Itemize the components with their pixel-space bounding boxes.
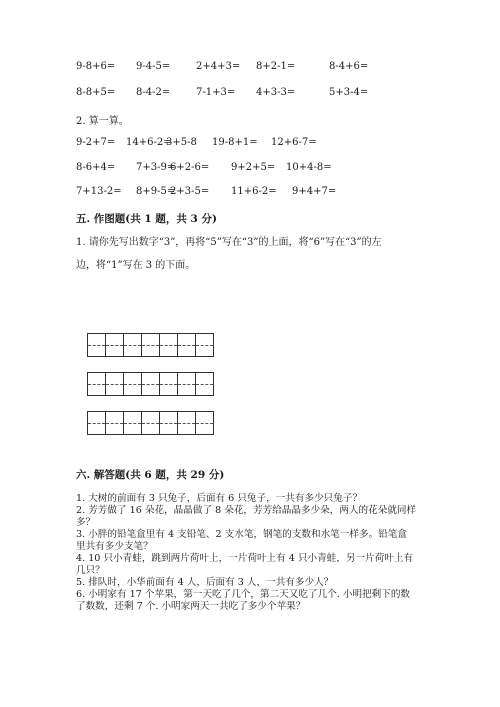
- arith-row-2: [0, 87, 500, 101]
- problem: 10+4-8=: [286, 162, 332, 173]
- problem: 8-4+6=: [329, 61, 369, 72]
- arith-row-1: [0, 61, 500, 75]
- grid-cell: [123, 372, 142, 396]
- problem: 9+2+5=: [231, 162, 276, 173]
- writing-grid-2: [87, 372, 214, 396]
- question-line: 1. 大树的前面有 3 只兔子，后面有 6 只兔子，一共有多少只兔子？: [76, 493, 363, 504]
- arith-row-4: [0, 162, 500, 176]
- grid-cell: [177, 372, 196, 396]
- question-line: 多？: [76, 517, 96, 528]
- problem: 11+6-2=: [231, 186, 277, 197]
- question-line: 6. 小明家有 17 个苹果，第一天吃了几个，第二天又吃了几个. 小明把剩下的数: [76, 589, 411, 600]
- problem: 6+2-6=: [170, 162, 210, 173]
- section-5-title: 五. 作图题(共 1 题，共 3 分): [76, 213, 217, 225]
- grid-cell: [195, 372, 214, 396]
- grid-cell: [87, 333, 106, 357]
- problem: 9-8+6=: [76, 61, 116, 72]
- grid-cell: [159, 411, 178, 435]
- question-line: 5. 排队时，小华前面有 4 人，后面有 3 人，一共有多少人？: [76, 577, 334, 588]
- problem: 8-8+5=: [76, 87, 116, 98]
- grid-cell: [87, 411, 106, 435]
- grid-cell: [141, 372, 160, 396]
- problem: 7-1+3=: [196, 87, 236, 98]
- problem: 19-8+1=: [212, 137, 258, 148]
- question-line: 里共有多少支笔？: [76, 541, 153, 552]
- question-line: 4. 10 只小青蛙，跳到两片荷叶上，一片荷叶上有 4 只小青蛙，另一片荷叶上有: [76, 553, 414, 564]
- problem: 9-2+7=: [76, 137, 116, 148]
- question-line: 3. 小胖的铅笔盒里有 4 支铅笔、2 支水笔，钢笔的支数和水笔一样多。铅笔盒: [76, 529, 407, 540]
- grid-cell: [159, 333, 178, 357]
- problem: 8+9-5=: [136, 186, 176, 197]
- problem: 4+3-3=: [256, 87, 296, 98]
- grid-cell: [195, 411, 214, 435]
- problem: 5+3-4=: [329, 87, 369, 98]
- arith-row-3: [0, 137, 500, 151]
- section-5-question-1: [76, 235, 448, 273]
- problem: 9+4+7=: [292, 186, 337, 197]
- section-6-title: 六. 解答题(共 6 题，共 29 分): [76, 469, 225, 481]
- problem: 8+2-1=: [256, 61, 296, 72]
- grid-cell: [177, 411, 196, 435]
- problem: 8-4-2=: [136, 87, 171, 98]
- grid-cell: [177, 333, 196, 357]
- grid-cell: [105, 333, 124, 357]
- problem: 9-4-5=: [136, 61, 171, 72]
- problem: 2+4+3=: [196, 61, 241, 72]
- grid-cell: [87, 372, 106, 396]
- writing-grid-1: [87, 333, 214, 357]
- question-line: 了数数，还剩 7 个. 小明家两天一共吃了多少个苹果？: [76, 601, 306, 612]
- grid-cell: [141, 411, 160, 435]
- grid-cell: [123, 411, 142, 435]
- section-2-title: 2. 算一算。: [76, 116, 129, 127]
- question-line: 几只？: [76, 565, 105, 576]
- grid-cell: [159, 372, 178, 396]
- problem: 2+3-5=: [170, 186, 210, 197]
- grid-cell: [195, 333, 214, 357]
- question-line: 边，将“1”写在 3 的下面。: [76, 260, 196, 271]
- grid-cell: [123, 333, 142, 357]
- grid-cell: [105, 411, 124, 435]
- arith-row-5: [0, 186, 500, 200]
- problem: 3+5-8: [166, 137, 197, 148]
- question-line: 2. 芳芳做了 16 朵花，晶晶做了 8 朵花，芳芳给晶晶多少朵，两人的花朵就同样: [76, 505, 417, 516]
- writing-grid-3: [87, 411, 214, 435]
- problem: 14+6-2=: [126, 137, 172, 148]
- problem: 7+3-9=: [136, 162, 176, 173]
- question-line: 1. 请你先写出数字“3”，再将“5”写在“3”的上面，将“6”写在“3”的左: [76, 237, 382, 248]
- problem: 7+13-2=: [76, 186, 122, 197]
- grid-cell: [105, 372, 124, 396]
- problem: 8-6+4=: [76, 162, 116, 173]
- section-6-questions: [76, 493, 448, 613]
- problem: 12+6-7=: [271, 137, 317, 148]
- grid-cell: [141, 333, 160, 357]
